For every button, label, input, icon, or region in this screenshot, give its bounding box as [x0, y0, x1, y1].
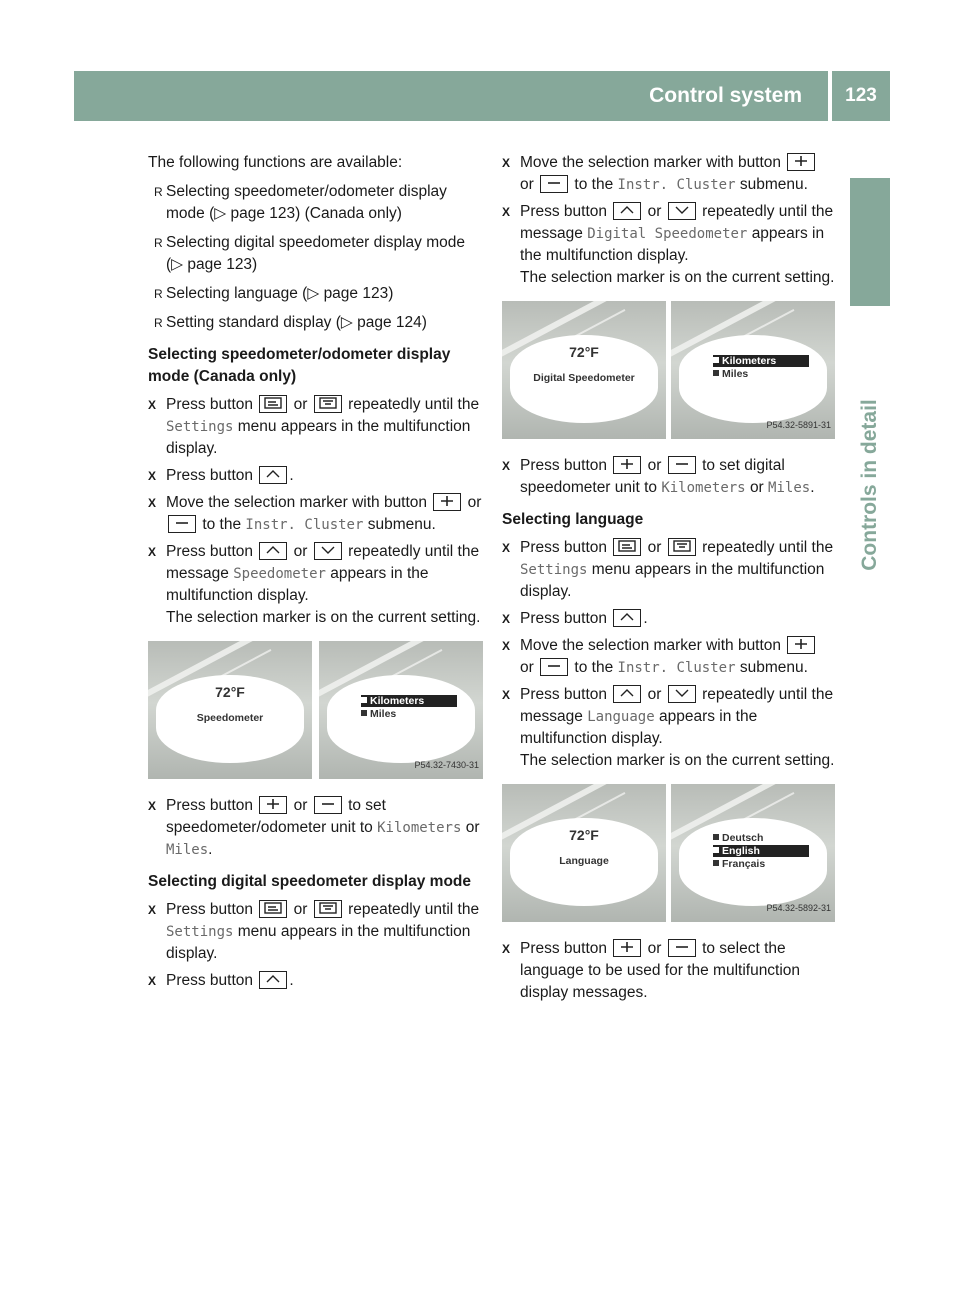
minus-button-icon: [168, 515, 196, 533]
display-forward-button-icon: [314, 900, 342, 918]
figure-code: P54.32-5891-31: [766, 420, 831, 430]
right-column: [502, 152, 835, 1009]
display-message: Digital Speedometer: [533, 372, 635, 384]
display-message: Language: [559, 855, 609, 867]
minus-button-icon: [668, 939, 696, 957]
step-marker: X: [148, 799, 157, 813]
figure-code: P54.32-5892-31: [766, 903, 831, 913]
up-button-icon: [259, 971, 287, 989]
option-selected: Kilometers: [713, 355, 809, 367]
list-item: R Selecting digital speedometer display mode (▷ page 123): [154, 234, 465, 273]
step: X Press button .: [148, 465, 483, 487]
option: Miles: [361, 708, 457, 720]
bullet-marker: R: [154, 185, 163, 199]
side-tab-block: [850, 178, 890, 306]
step-marker: X: [502, 942, 511, 956]
option: Deutsch: [713, 832, 809, 844]
display-message: Speedometer: [196, 712, 264, 724]
display-panel: [671, 784, 835, 922]
display-panel: [319, 641, 483, 779]
step: X Press button or repeatedly until the message Speedometer appears in the multifunction display. The selection marker is on the current setting.: [148, 543, 481, 626]
temperature-readout: 72°F: [569, 344, 599, 360]
step: X Press button or to set digital speedometer unit to Kilometers or Miles.: [502, 457, 815, 496]
step: X Press button or repeatedly until the message Digital Speedometer appears in the multifunction display. The selection marker is on the current setting.: [502, 203, 835, 286]
step: X Press button or repeatedly until the Settings menu appears in the multifunction display.: [148, 396, 480, 457]
up-button-icon: [613, 685, 641, 703]
step: X Press button or repeatedly until the message Language appears in the multifunction display. The selection marker is on the current setting.: [502, 686, 835, 769]
display-forward-button-icon: [668, 538, 696, 556]
list-item: R Setting standard display (▷ page 124): [148, 312, 483, 334]
step-marker: X: [148, 398, 157, 412]
section-title: Control system: [649, 84, 802, 107]
side-tab: [846, 320, 894, 650]
left-column: [148, 152, 483, 997]
step-marker: X: [502, 639, 511, 653]
display-back-button-icon: [259, 395, 287, 413]
step: X Press button .: [148, 970, 483, 992]
section-heading: Selecting speedometer/odometer display mode (Canada only): [148, 346, 451, 385]
step-marker: X: [502, 612, 511, 626]
list-item: R Selecting language (▷ page 123): [148, 283, 483, 305]
plus-button-icon: [259, 796, 287, 814]
illustration-speedometer: [148, 641, 483, 779]
step-marker: X: [148, 545, 157, 559]
ref-arrow-icon: ▷: [340, 314, 353, 331]
section-heading: Selecting digital speedometer display mode: [148, 873, 472, 890]
step-marker: X: [502, 205, 511, 219]
minus-button-icon: [668, 456, 696, 474]
bullet-marker: R: [154, 236, 163, 250]
step-marker: X: [502, 688, 511, 702]
ref-arrow-icon: ▷: [307, 285, 320, 302]
step: X Move the selection marker with button or to the Instr. Cluster submenu.: [502, 152, 835, 196]
step: X Move the selection marker with button or to the Instr. Cluster submenu.: [502, 635, 835, 679]
plus-button-icon: [787, 153, 815, 171]
step: X Press button or to set speedometer/odometer unit to Kilometers or Miles.: [148, 797, 480, 858]
down-button-icon: [314, 542, 342, 560]
step: X Press button or to select the language to be used for the multifunction display messages.: [502, 940, 801, 1001]
option: Français: [713, 858, 809, 870]
display-panel: [148, 641, 312, 779]
step: X Press button or repeatedly until the Settings menu appears in the multifunction display.: [502, 539, 834, 600]
step: X Press button .: [502, 608, 835, 630]
option-selected: Kilometers: [361, 695, 457, 707]
step: X Press button or repeatedly until the Settings menu appears in the multifunction display.: [148, 901, 480, 962]
display-back-button-icon: [259, 900, 287, 918]
temperature-readout: 72°F: [569, 827, 599, 843]
page-header: [74, 71, 890, 121]
ref-arrow-icon: ▷: [214, 205, 227, 222]
plus-button-icon: [613, 939, 641, 957]
page-number: 123: [845, 85, 877, 106]
display-back-button-icon: [613, 538, 641, 556]
up-button-icon: [613, 609, 641, 627]
illustration-language: [502, 784, 835, 922]
figure-code: P54.32-7430-31: [414, 760, 479, 770]
step-marker: X: [502, 541, 511, 555]
intro-text: The following functions are available:: [148, 154, 403, 171]
display-panel: [671, 301, 835, 439]
minus-button-icon: [540, 175, 568, 193]
display-forward-button-icon: [314, 395, 342, 413]
list-item: R Selecting speedometer/odometer display mode (▷ page 123) (Canada only): [154, 183, 447, 222]
bullet-marker: R: [154, 287, 163, 301]
bullet-marker: R: [154, 316, 163, 330]
step: X Move the selection marker with button or to the Instr. Cluster submenu.: [148, 494, 482, 533]
step-marker: X: [148, 974, 157, 988]
down-button-icon: [668, 202, 696, 220]
display-panel: [502, 301, 666, 439]
minus-button-icon: [540, 658, 568, 676]
up-button-icon: [259, 466, 287, 484]
up-button-icon: [613, 202, 641, 220]
display-panel: [502, 784, 666, 922]
illustration-digital-speedometer: [502, 301, 835, 439]
step-marker: X: [148, 469, 157, 483]
step-marker: X: [148, 903, 157, 917]
plus-button-icon: [433, 493, 461, 511]
minus-button-icon: [314, 796, 342, 814]
step-marker: X: [502, 156, 511, 170]
temperature-readout: 72°F: [215, 684, 245, 700]
step-marker: X: [502, 459, 511, 473]
option-selected: English: [713, 845, 809, 857]
up-button-icon: [259, 542, 287, 560]
plus-button-icon: [787, 636, 815, 654]
ref-arrow-icon: ▷: [171, 256, 184, 273]
down-button-icon: [668, 685, 696, 703]
plus-button-icon: [613, 456, 641, 474]
step-marker: X: [148, 496, 157, 510]
option: Miles: [713, 368, 809, 380]
side-tab-label: Controls in detail: [858, 399, 881, 571]
section-heading: Selecting language: [502, 511, 644, 528]
